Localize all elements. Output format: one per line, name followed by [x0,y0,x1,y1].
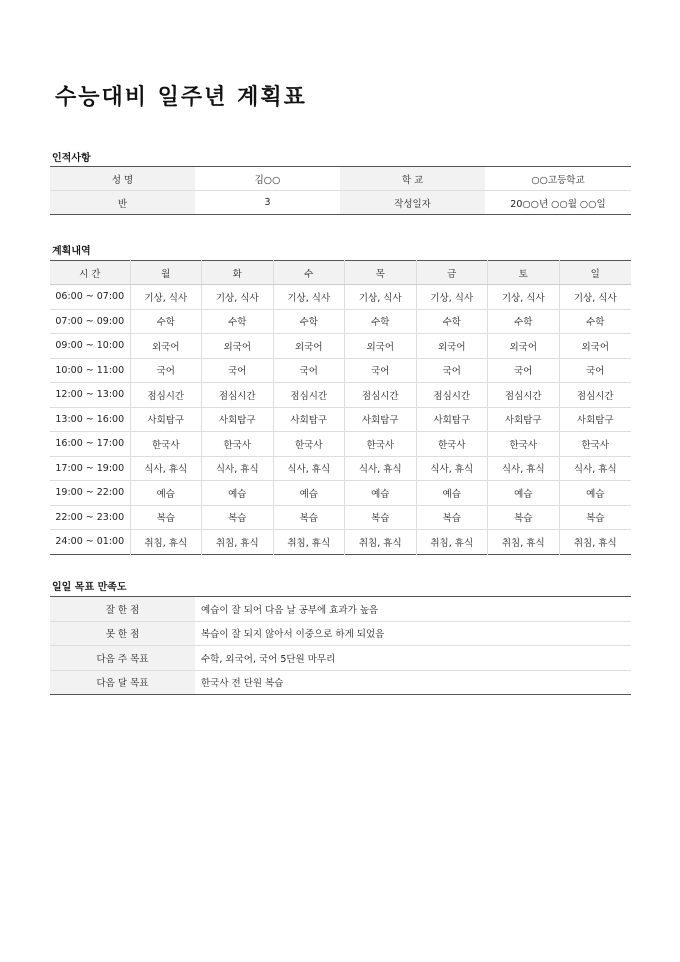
table-row [50,407,631,432]
schedule-cell: 외국어 [416,334,488,359]
schedule-cell: 한국사 [273,432,345,457]
schedule-cell: 국어 [202,358,274,383]
schedule-cell: 예습 [202,481,274,506]
schedule-cell: 사회탐구 [416,407,488,432]
schedule-cell: 사회탐구 [273,407,345,432]
schedule-cell: 외국어 [488,334,560,359]
header-wed: 수 [273,261,345,285]
header-time: 시 간 [50,261,130,285]
schedule-cell: 사회탐구 [130,407,202,432]
schedule-cell: 예습 [345,481,417,506]
schedule-cell: 국어 [130,358,202,383]
schedule-cell: 점심시간 [416,383,488,408]
goal-value: 예습이 잘 되어 다음 날 공부에 효과가 높음 [195,597,631,622]
name-value: 김○○ [195,167,340,191]
class-label: 반 [50,191,195,215]
schedule-cell: 수학 [416,309,488,334]
table-row [50,358,631,383]
table-row [50,285,631,310]
header-fri: 금 [416,261,488,285]
schedule-cell: 한국사 [202,432,274,457]
table-row [50,334,631,359]
table-row [50,383,631,408]
time-slot-cell: 19:00 ~ 22:00 [50,481,130,506]
schedule-cell: 취침, 휴식 [202,530,274,555]
schedule-cell: 기상, 식사 [130,285,202,310]
time-slot-cell: 22:00 ~ 23:00 [50,505,130,530]
schedule-cell: 수학 [345,309,417,334]
schedule-cell: 사회탐구 [202,407,274,432]
schedule-cell: 취침, 휴식 [488,530,560,555]
table-row [50,597,631,622]
schedule-cell: 기상, 식사 [559,285,631,310]
schedule-cell: 외국어 [345,334,417,359]
header-sat: 토 [488,261,560,285]
schedule-cell: 점심시간 [202,383,274,408]
time-slot-cell: 24:00 ~ 01:00 [55,536,125,548]
school-label: 학 교 [340,167,485,191]
schedule-cell: 취침, 휴식 [416,530,488,555]
schedule-cell: 사회탐구 [488,407,560,432]
schedule-cell: 식사, 휴식 [273,456,345,481]
schedule-cell: 사회탐구 [559,407,631,432]
date-label: 작성일자 [340,191,485,215]
schedule-cell: 기상, 식사 [345,285,417,310]
schedule-cell: 국어 [416,358,488,383]
goal-label: 못 한 점 [50,621,195,646]
schedule-cell: 한국사 [488,432,560,457]
schedule-cell: 예습 [559,481,631,506]
class-value: 3 [264,197,271,208]
schedule-cell: 점심시간 [130,383,202,408]
header-mon: 월 [130,261,202,285]
date-value: 20○○년 ○○월 ○○일 [510,198,606,210]
schedule-cell: 점심시간 [345,383,417,408]
schedule-cell: 식사, 휴식 [202,456,274,481]
schedule-cell: 식사, 휴식 [130,456,202,481]
schedule-cell: 취침, 휴식 [130,530,202,555]
schedule-cell: 기상, 식사 [488,285,560,310]
goal-value: 수학, 외국어, 국어 5단원 마무리 [195,646,631,671]
schedule-cell: 국어 [559,358,631,383]
schedule-cell: 외국어 [273,334,345,359]
time-slot-cell: 13:00 ~ 16:00 [50,407,130,432]
schedule-cell: 복습 [273,505,345,530]
table-row [50,646,631,671]
time-slot-cell: 07:00 ~ 09:00 [50,309,130,334]
schedule-cell: 식사, 휴식 [559,456,631,481]
header-thu: 목 [345,261,417,285]
schedule-cell: 복습 [488,505,560,530]
table-row [50,670,631,695]
time-slot-cell: 10:00 ~ 11:00 [50,358,130,383]
schedule-cell: 수학 [130,309,202,334]
school-value: ○○고등학교 [485,167,631,191]
schedule-cell: 한국사 [345,432,417,457]
schedule-cell: 식사, 휴식 [488,456,560,481]
schedule-cell: 국어 [345,358,417,383]
time-slot-cell: 09:00 ~ 10:00 [50,334,130,359]
schedule-cell: 기상, 식사 [202,285,274,310]
schedule-cell: 취침, 휴식 [345,530,417,555]
name-label: 성 명 [50,167,195,191]
schedule-cell: 점심시간 [273,383,345,408]
table-row [50,481,631,506]
goal-label: 잘 한 점 [50,597,195,622]
goal-value: 복습이 잘 되지 않아서 이중으로 하게 되었음 [195,621,631,646]
schedule-cell: 복습 [345,505,417,530]
schedule-cell: 예습 [416,481,488,506]
schedule-cell: 국어 [488,358,560,383]
schedule-cell: 복습 [416,505,488,530]
schedule-cell: 예습 [130,481,202,506]
header-tue: 화 [202,261,274,285]
schedule-cell: 한국사 [130,432,202,457]
table-row [50,309,631,334]
schedule-cell: 취침, 휴식 [559,530,631,555]
schedule-cell: 식사, 휴식 [416,456,488,481]
schedule-cell: 수학 [202,309,274,334]
schedule-cell: 취침, 휴식 [273,530,345,555]
schedule-cell: 외국어 [559,334,631,359]
info-section-label: 인적사항 [52,153,91,164]
schedule-header-row [50,261,631,285]
time-slot-cell: 06:00 ~ 07:00 [50,285,130,310]
table-row [50,530,631,555]
schedule-cell: 기상, 식사 [416,285,488,310]
schedule-cell: 복습 [202,505,274,530]
goal-value: 한국사 전 단원 복습 [201,678,284,690]
schedule-cell: 수학 [559,309,631,334]
goal-label: 다음 주 목표 [50,646,195,671]
header-sun: 일 [559,261,631,285]
schedule-cell: 복습 [130,505,202,530]
schedule-cell: 점심시간 [488,383,560,408]
goals-section-label: 일일 목표 만족도 [52,582,127,593]
goals-table [50,596,631,695]
table-row [50,505,631,530]
schedule-cell: 식사, 휴식 [345,456,417,481]
schedule-cell: 한국사 [416,432,488,457]
time-slot-cell: 17:00 ~ 19:00 [50,456,130,481]
schedule-cell: 예습 [273,481,345,506]
table-row [50,432,631,457]
schedule-cell: 점심시간 [559,383,631,408]
schedule-cell: 예습 [488,481,560,506]
personal-info-table [50,166,631,215]
time-slot-cell: 12:00 ~ 13:00 [50,383,130,408]
schedule-cell: 외국어 [202,334,274,359]
schedule-table [50,260,631,555]
schedule-cell: 외국어 [130,334,202,359]
time-slot-cell: 16:00 ~ 17:00 [50,432,130,457]
table-row [50,167,631,191]
schedule-section-label: 계획내역 [52,246,91,257]
table-row [50,191,631,215]
schedule-cell: 수학 [273,309,345,334]
schedule-cell: 국어 [273,358,345,383]
goal-label: 다음 달 목표 [50,670,195,695]
schedule-cell: 한국사 [559,432,631,457]
table-row [50,456,631,481]
schedule-cell: 사회탐구 [345,407,417,432]
table-row [50,621,631,646]
schedule-cell: 기상, 식사 [273,285,345,310]
page-title: 수능대비 일주년 계획표 [55,85,307,110]
schedule-cell: 복습 [559,505,631,530]
schedule-cell: 수학 [488,309,560,334]
